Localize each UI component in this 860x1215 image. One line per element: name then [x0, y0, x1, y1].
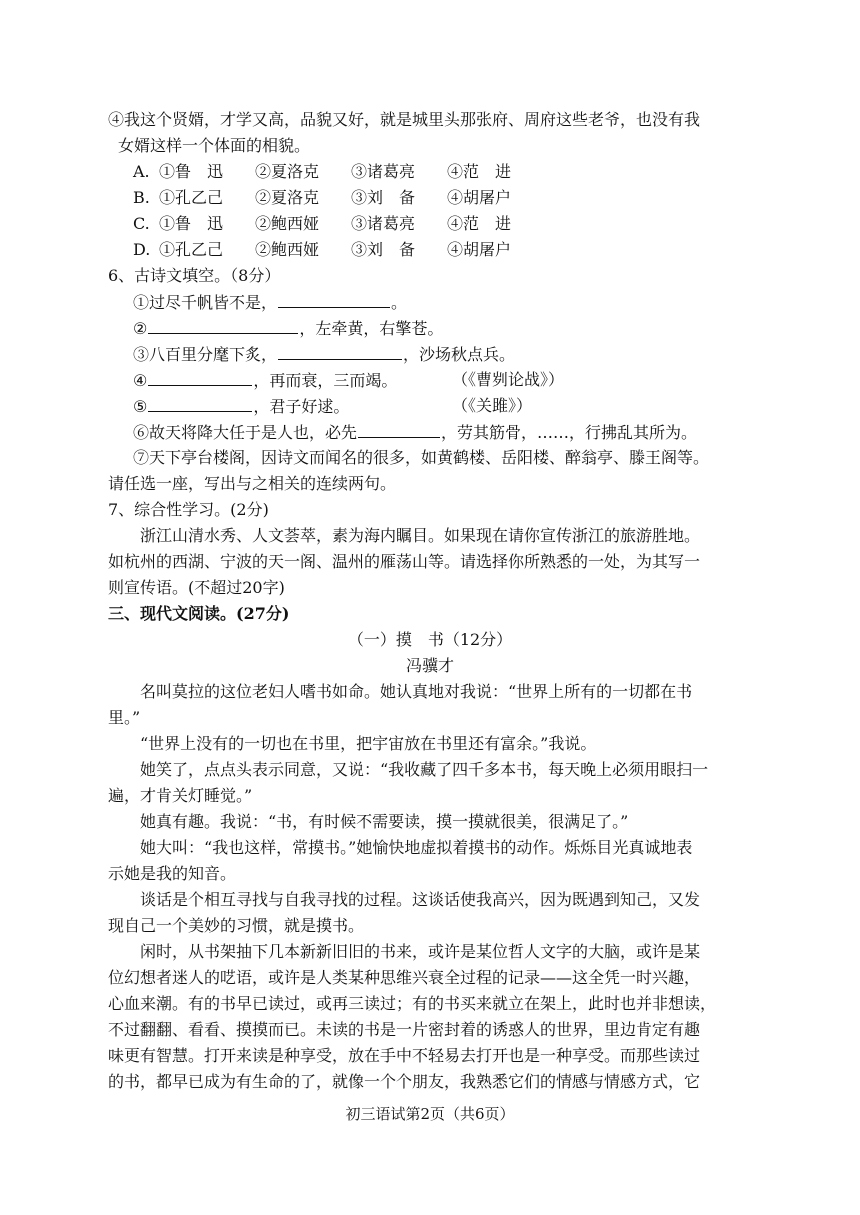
q6-item6: ⑥故天将降大任于是人也，必先 ，劳其筋骨，……，行拂乱其所为。 — [133, 419, 697, 445]
article-line: 示她是我的知音。 — [108, 864, 237, 883]
q5-item4-line2: 女婿这样一个体面的相貌。 — [118, 136, 311, 155]
article-title: （一）摸 书（12分） — [347, 630, 513, 649]
article-author: 冯骥才 — [405, 656, 454, 675]
answer-blank[interactable] — [148, 367, 252, 386]
article-line: 里。” — [108, 708, 141, 727]
q7-line2: 如杭州的西湖、宁波的天一阁、温州的雁荡山等。请选择你所熟悉的一处，为其写一 — [108, 552, 701, 571]
article-line: 谈话是个相互寻找与自我寻找的过程。这谈话使我高兴，因为既遇到知己，又发 — [140, 890, 701, 909]
article-line: 的书，都早已成为有生命的了，就像一个个朋友，我熟悉它们的情感与情感方式，它 — [108, 1072, 701, 1091]
q6-item4: ④ ，再而衰，三而竭。 — [133, 367, 397, 393]
q6-item3: ③八百里分麾下炙， ，沙场秋点兵。 — [133, 341, 515, 367]
q6-item7-line1: ⑦天下亭台楼阁，因诗文而闻名的很多，如黄鹤楼、岳阳楼、醉翁亭、滕王阁等。 — [133, 448, 710, 467]
article-line: 不过翻翻、看看、摸摸而已。未读的书是一片密封着的诱惑人的世界，里边肯定有趣 — [108, 1020, 701, 1039]
q7-line1: 浙江山清水秀、人文荟萃，素为海内瞩目。如果现在请你宣传浙江的旅游胜地。 — [140, 526, 701, 545]
article-line: 闲时，从书架抽下几本新新旧旧的书来，或许是某位哲人文字的大脑，或许是某 — [140, 942, 701, 961]
q7-line3: 则宣传语。(不超过20字) — [108, 578, 285, 597]
article-line: 她大叫：“我也这样，常摸书。”她愉快地虚拟着摸书的动作。烁烁目光真诚地表 — [140, 838, 693, 857]
q6-item7-line2: 请任选一座，写出与之相关的连续两句。 — [108, 474, 397, 493]
article-line: 味更有智慧。打开来读是种享受，放在手中不轻易去打开也是一种享受。而那些读过 — [108, 1046, 701, 1065]
q5-option-c: C. ①鲁 迅 ②鲍西娅 ③诸葛亮 ④范 进 — [133, 214, 512, 233]
article-line: 她笑了，点点头表示同意，又说：“我收藏了四千多本书，每天晚上必须用眼扫一 — [140, 760, 709, 779]
q6-item5: ⑤ ，君子好逑。 — [133, 393, 349, 419]
q5-item4-line1: ④我这个贤婿，才学又高，品貌又好，就是城里头那张府、周府这些老爷，也没有我 — [108, 110, 701, 129]
answer-blank[interactable] — [148, 393, 252, 412]
article-line: 她真有趣。我说：“书，有时候不需要读，摸一摸就很美，很满足了。” — [140, 812, 629, 831]
article-line: “世界上没有的一切也在书里，把宇宙放在书里还有富余。”我说。 — [140, 734, 597, 753]
q6-item1: ①过尽千帆皆不是， 。 — [133, 289, 407, 315]
answer-blank[interactable] — [148, 315, 298, 334]
answer-blank[interactable] — [278, 289, 390, 308]
q5-option-a: A. ①鲁 迅 ②夏洛克 ③诸葛亮 ④范 进 — [133, 162, 512, 181]
q5-option-d: D. ①孔乙己 ②鲍西娅 ③刘 备 ④胡屠户 — [133, 240, 512, 259]
page-footer: 初三语试第2页（共6页） — [345, 1105, 515, 1123]
section3-title: 三、现代文阅读。(27分) — [108, 604, 290, 623]
article-line: 位幻想者迷人的呓语，或许是人类某种思维兴衰全过程的记录——这全凭一时兴趣， — [108, 968, 701, 987]
answer-blank[interactable] — [278, 341, 402, 360]
q6-item5-source: （《关雎》） — [452, 396, 533, 415]
answer-blank[interactable] — [358, 419, 440, 438]
q6-item4-source: （《曹刿论战》） — [452, 370, 565, 389]
article-line: 名叫莫拉的这位老妇人嗜书如命。她认真地对我说：“世界上所有的一切都在书 — [140, 682, 693, 701]
q6-item2: ② ，左牵黄，右擎苍。 — [133, 315, 443, 341]
q5-option-b: B. ①孔乙己 ②夏洛克 ③刘 备 ④胡屠户 — [133, 188, 512, 207]
article-line: 心血来潮。有的书早已读过，或再三读过；有的书买来就立在架上，此时也并非想读， — [108, 994, 717, 1013]
q6-title: 6、古诗文填空。（8分） — [108, 266, 281, 285]
article-line: 遍，才肯关灯睡觉。” — [108, 786, 253, 805]
q7-title: 7、综合性学习。(2分) — [108, 500, 269, 519]
article-line: 现自己一个美妙的习惯，就是摸书。 — [108, 916, 365, 935]
